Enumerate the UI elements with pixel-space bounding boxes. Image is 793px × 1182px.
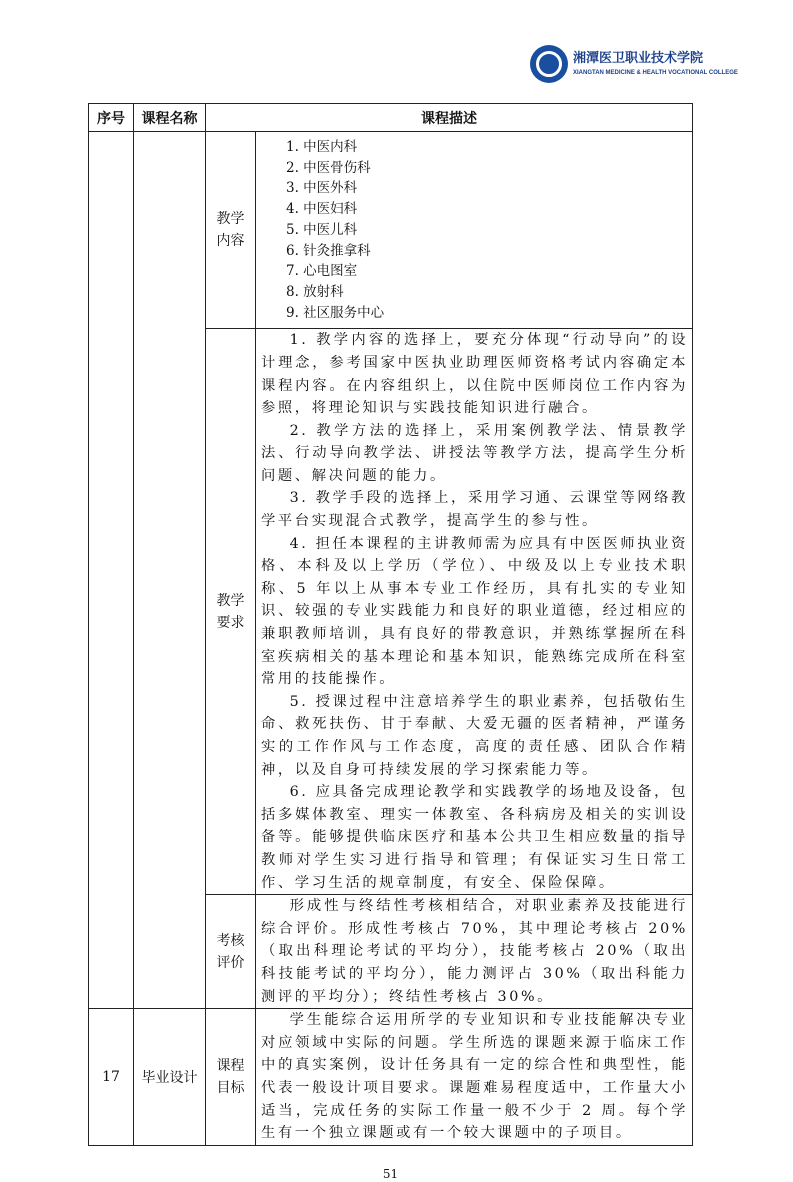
paragraph: 4. 担任本课程的主讲教师需为应具有中医医师执业资格、本科及以上学历（学位）、中级及以上专业技术职称、5 年以上从事本专业工作经历，具有扎实的专业知识、较强的专业实践能力和良好的职业道德，经过相应的兼职教师培训，具有良好的带教意识，并熟练掌握所在科室疾病相关的基本理论和基本知识，能熟练完成所在科室常用的技能操作。	[261, 535, 688, 688]
paragraph: 6. 应具备完成理论教学和实践教学的场地及设备，包括多媒体教室、理实一体教室、各科病房及相关的实训设备等。能够提供临床医疗和基本公共卫生相应数量的指导教师对学生实习进行指导和管理；有保证实习生日常工作、学习生活的规章制度，有安全、保险保障。	[261, 784, 688, 891]
row-label: 教学要求	[206, 329, 256, 895]
list-item: 4. 中医妇科	[286, 201, 358, 218]
course-cell	[134, 132, 206, 1009]
table-row	[89, 132, 693, 329]
page-content	[88, 103, 693, 1182]
list-item: 9. 社区服务中心	[286, 304, 385, 321]
row-label: 考核评价	[206, 895, 256, 1009]
list-item: 1. 中医内科	[286, 139, 358, 155]
requirements-cell	[256, 329, 693, 895]
number-cell	[89, 132, 134, 1009]
list-item: 8. 放射科	[286, 283, 344, 300]
row-label: 教学内容	[206, 132, 256, 329]
page-number: 51	[382, 1166, 399, 1181]
paragraph: 形成性与终结性考核相结合，对职业素养及技能进行综合评价。形成性考核占 70%，其中理论考核占 20%（取出科理论考试的平均分），技能考核占 20%（取出科技能考试的平均分），能力测评占 30%（取出科能力测评的平均分）；终结性考核占 30%。	[261, 898, 688, 1005]
paragraph: 3. 教学手段的选择上，采用学习通、云课堂等网络教学平台实现混合式教学，提高学生的参与性。	[261, 490, 688, 530]
logo-en: XIANGTAN MEDICINE & HEALTH VOCATIONAL COLLEGE	[573, 70, 738, 76]
row-number: 17	[89, 1009, 134, 1146]
paragraph: 5. 授课过程中注意培养学生的职业素养，包括敬佑生命、救死扶伤、甘于奉献、大爱无疆的医者精神，严谨务实的工作作风与工作态度，高度的责任感、团队合作精神，以及自身可持续发展的学习探索能力等。	[261, 693, 688, 778]
paragraph: 2. 教学方法的选择上，采用案例教学法、情景教学法、行动导向教学法、讲授法等教学方法，提高学生分析问题、解决问题的能力。	[261, 422, 688, 484]
list-item: 7. 心电图室	[286, 263, 358, 280]
table-header-row	[89, 104, 693, 132]
teaching-content-list	[256, 132, 693, 329]
table-row	[89, 1009, 693, 1146]
objective-cell	[256, 1009, 693, 1146]
header-description: 课程描述	[206, 104, 693, 132]
header-course-name: 课程名称	[134, 104, 206, 132]
list-item: 6. 针灸推拿科	[286, 242, 371, 259]
course-table	[88, 103, 693, 1146]
list-item: 2. 中医骨伤科	[286, 159, 371, 176]
list-item: 3. 中医外科	[286, 180, 358, 197]
paragraph: 1. 教学内容的选择上，要充分体现“行动导向”的设计理念，参考国家中医执业助理医师资格考试内容确定本课程内容。在内容组织上，以住院中医师岗位工作内容为参照，将理论知识与实践技能知识进行融合。	[261, 332, 688, 417]
row-label: 课程目标	[206, 1009, 256, 1146]
college-logo	[530, 44, 770, 84]
logo-cn: 湘潭医卫职业技术学院	[573, 51, 704, 66]
paragraph: 学生能综合运用所学的专业知识和专业技能解决专业对应领域中实际的问题。学生所选的课题来源于临床工作中的真实案例，设计任务具有一定的综合性和典型性，能代表一般设计项目要求。课题难易程度适中，工作量大小适当，完成任务的实际工作量一般不少于 2 周。每个学生有一个独立课题或有一个较大课题中的子项目。	[261, 1012, 688, 1142]
college-seal-icon	[530, 45, 568, 83]
list-item: 5. 中医儿科	[286, 221, 358, 238]
header-number: 序号	[89, 104, 134, 132]
assessment-cell	[256, 895, 693, 1009]
course-name: 毕业设计	[134, 1009, 206, 1146]
